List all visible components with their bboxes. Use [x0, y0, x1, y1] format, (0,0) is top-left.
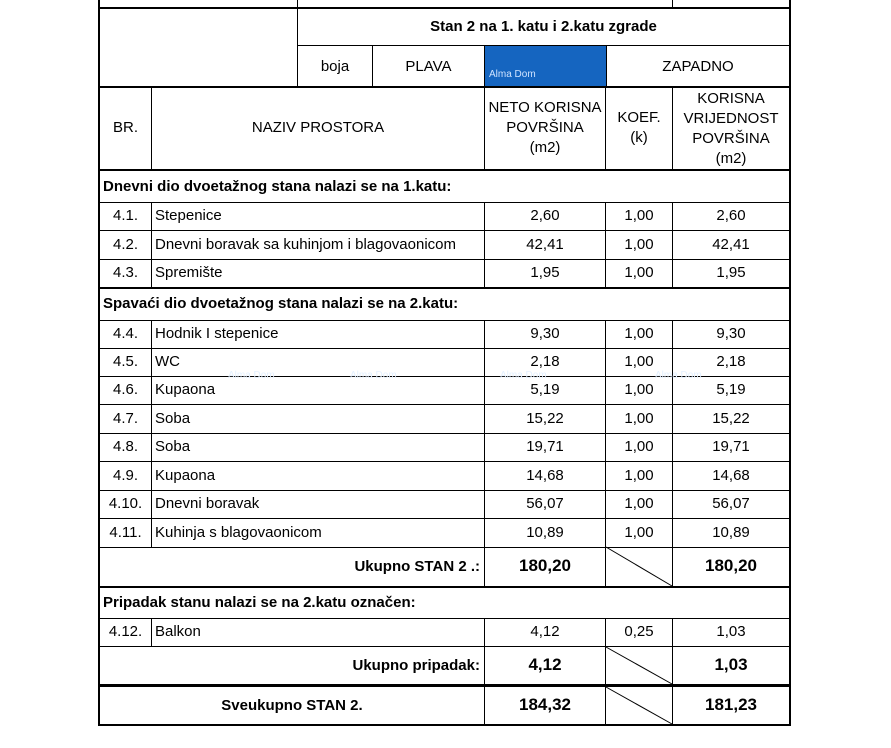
grand-total-neto: 184,32	[519, 695, 571, 714]
color-label: boja	[320, 58, 350, 75]
subtotal-label: Ukupno pripadak:	[352, 657, 480, 674]
col-header-neto: NETO KORISNA POVRŠINA (m2)	[488, 99, 602, 156]
subtotal-neto: 4,12	[528, 655, 562, 674]
koef-empty-slash	[606, 647, 672, 684]
apartment-title: Stan 2 na 1. katu i 2.katu zgrade	[430, 18, 657, 35]
subtotal-label: Ukupno STAN 2 .:	[354, 558, 480, 575]
grand-total-kv: 181,23	[705, 695, 757, 714]
section-title: Dnevni dio dvoetažnog stana nalazi se na 1.katu:	[103, 178, 452, 195]
swatch-watermark: Alma Dom	[489, 69, 536, 80]
color-value: PLAVA	[405, 58, 452, 75]
koef-empty-slash	[606, 687, 672, 724]
col-header-naziv: NAZIV PROSTORA	[251, 119, 385, 136]
grand-total-label: Sveukupno STAN 2.	[221, 697, 363, 714]
col-header-korisna-vrijednost: KORISNA VRIJEDNOST POVRŠINA (m2)	[683, 90, 779, 167]
col-header-br: BR.	[112, 119, 138, 136]
orientation: ZAPADNO	[662, 58, 734, 75]
section-title: Spavaći dio dvoetažnog stana nalazi se na 2.katu:	[103, 295, 459, 312]
subtotal-kv: 180,20	[705, 556, 757, 575]
section-title: Pripadak stanu nalazi se na 2.katu označen:	[103, 594, 416, 611]
col-header-koef: KOEF. (k)	[617, 109, 661, 146]
subtotal-kv: 1,03	[714, 655, 748, 674]
koef-empty-slash	[606, 547, 672, 586]
subtotal-neto: 180,20	[519, 556, 571, 575]
